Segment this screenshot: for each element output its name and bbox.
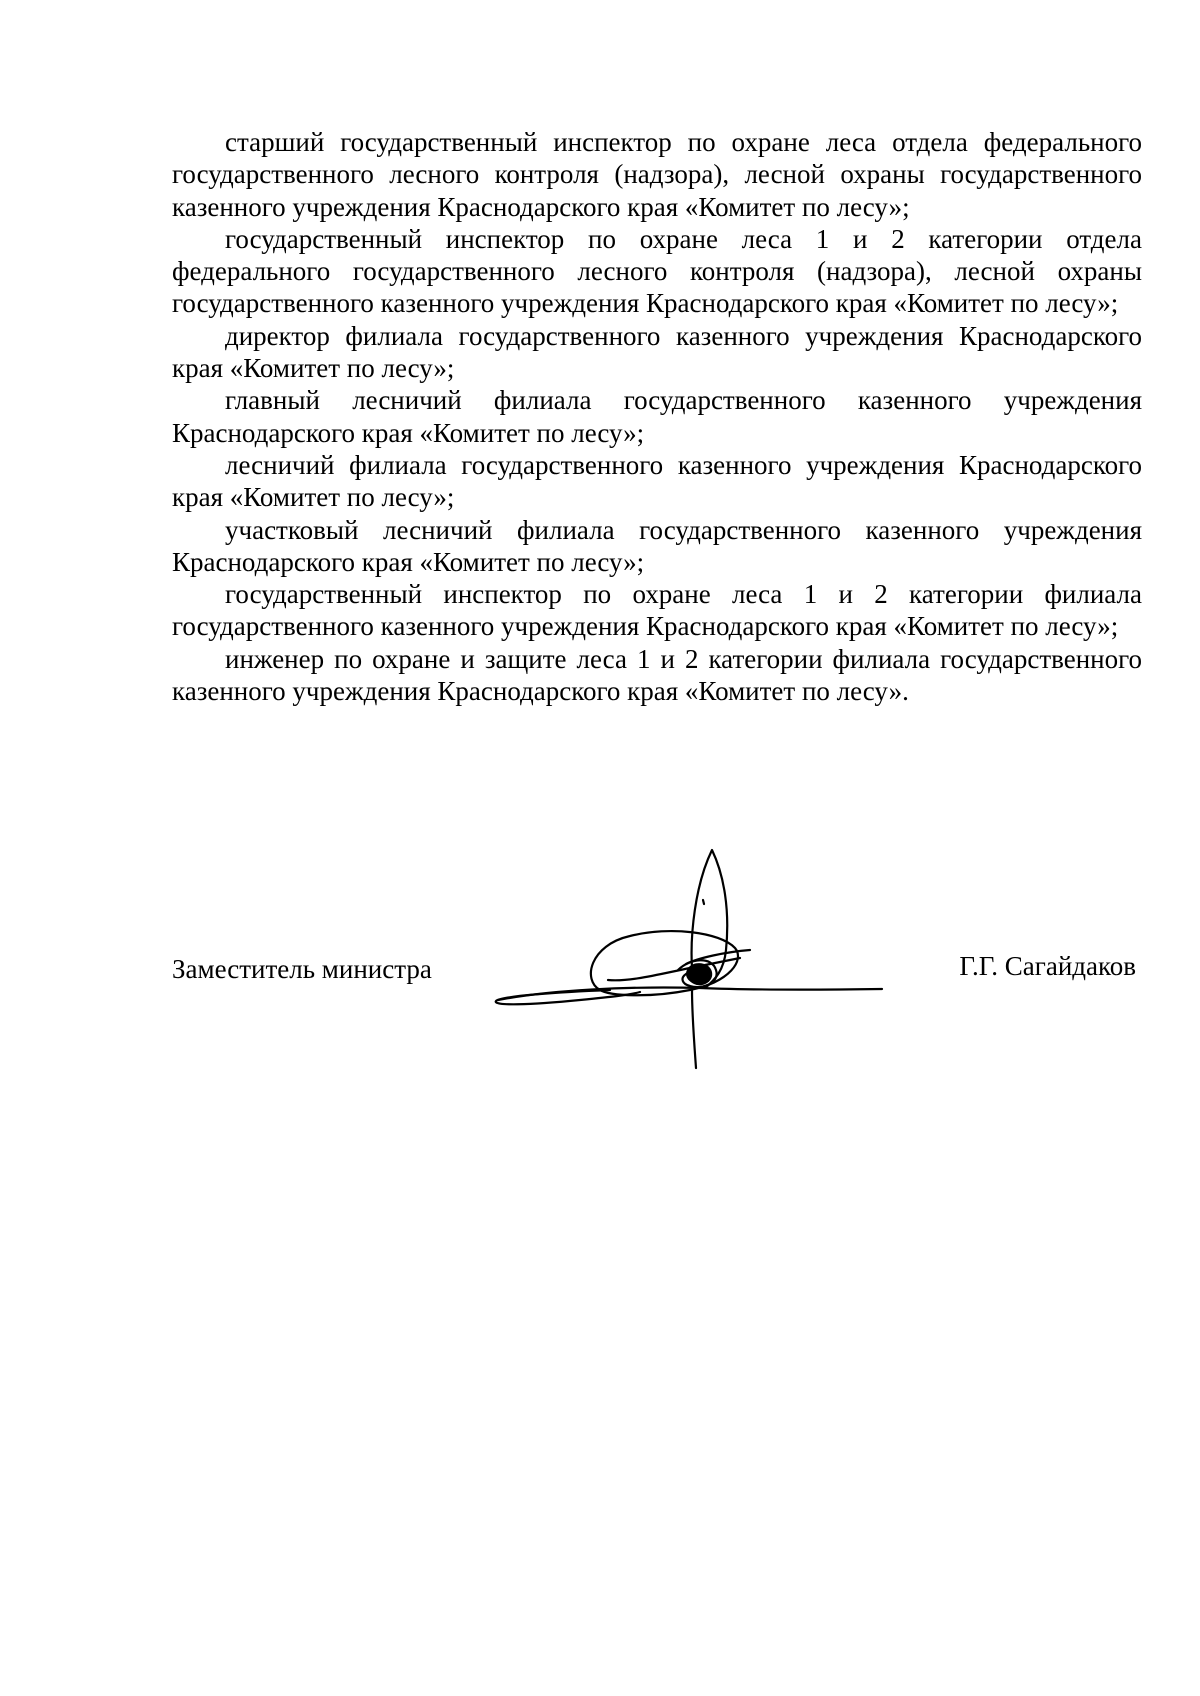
signatory-name: Г.Г. Сагайдаков <box>959 951 1136 981</box>
paragraph-forester: лесничий филиала государственного казенного учреждения Краснодарского края «Комитет по лесу»; <box>172 449 1142 513</box>
handwritten-signature <box>490 840 890 1070</box>
document-body <box>172 126 1142 707</box>
paragraph-chief-forester: главный лесничий филиала государственного казенного учреждения Краснодарского края «Комитет по лесу»; <box>172 385 1142 448</box>
paragraph-engineer-forest-protection: инженер по охране и защите леса 1 и 2 категории филиала государственного казенного учреждения Краснодарского края «Комитет по лесу». <box>172 643 1142 707</box>
paragraph-state-inspector-branch: государственный инспектор по охране леса 1 и 2 категории филиала государственного казенного учреждения Краснодарского края «Комитет по лесу»; <box>172 579 1142 642</box>
paragraph-branch-director: директор филиала государственного казенного учреждения Краснодарского края «Комитет по лесу»; <box>172 320 1142 384</box>
paragraph-district-forester: участковый лесничий филиала государственного казенного учреждения Краснодарского края «Комитет по лесу»; <box>172 514 1142 577</box>
paragraph-senior-state-inspector: старший государственный инспектор по охране леса отдела федерального государственного лесного контроля (надзора), лесной охраны государственного казенного учреждения Краснодарского края «Комитет по лесу»; <box>172 127 1142 222</box>
paragraph-state-inspector-department: государственный инспектор по охране леса 1 и 2 категории отдела федерального государственного лесного контроля (надзора), лесной охраны государственного казенного учреждения Краснодарского края «Комитет по лесу»; <box>172 223 1142 319</box>
signatory-position: Заместитель министра <box>172 954 432 984</box>
